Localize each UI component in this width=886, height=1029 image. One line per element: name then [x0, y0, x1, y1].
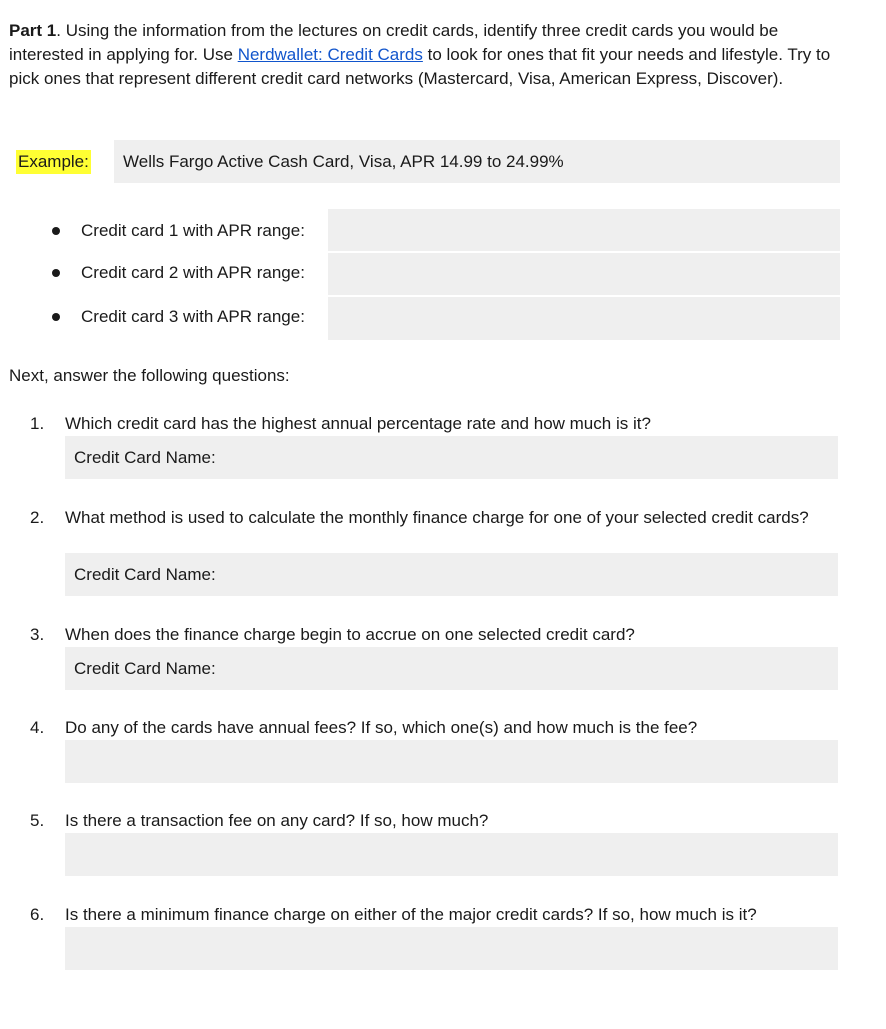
question-1-number: 1. [30, 414, 45, 433]
question-6-answer-field[interactable] [65, 927, 838, 970]
example-field[interactable] [114, 140, 840, 183]
question-3-text: When does the finance charge begin to accrue on one selected credit card? [65, 625, 635, 644]
question-3-answer-field[interactable] [65, 647, 838, 690]
question-3-number: 3. [30, 625, 45, 644]
nerdwallet-link[interactable]: Nerdwallet: Credit Cards [237, 45, 423, 64]
example-value: Wells Fargo Active Cash Card, Visa, APR 14.99 to 24.99% [123, 151, 564, 171]
question-1-answer-field[interactable] [65, 436, 838, 479]
question-2-answer-field[interactable] [65, 553, 838, 596]
question-2-text: What method is used to calculate the monthly finance charge for one of your selected credit cards? [65, 508, 809, 527]
question-2-number: 2. [30, 508, 45, 527]
card-3-apr-field[interactable] [328, 297, 840, 340]
question-5-number: 5. [30, 811, 45, 830]
card-1-label: Credit card 1 with APR range: [81, 221, 305, 240]
question-3-answer: Credit Card Name: [74, 658, 216, 678]
intro-text-after-link: to look for ones that fit your needs and lifestyle. Try to pick ones that represent different credit card networks (Mastercard, Visa, American Express, Discover). [9, 45, 831, 88]
question-5-text: Is there a transaction fee on any card? If so, how much? [65, 811, 489, 830]
question-2-answer: Credit Card Name: [74, 564, 216, 584]
part-label: Part 1 [9, 21, 57, 40]
card-2-label: Credit card 2 with APR range: [81, 263, 305, 282]
bullet-icon [52, 313, 60, 321]
bullet-icon [52, 227, 60, 235]
example-label: Example: [16, 150, 91, 174]
question-6-text: Is there a minimum finance charge on either of the major credit cards? If so, how much is it? [65, 905, 757, 924]
bullet-icon [52, 269, 60, 277]
question-6-number: 6. [30, 905, 45, 924]
intro-paragraph [9, 19, 849, 91]
next-instructions: Next, answer the following questions: [9, 366, 290, 385]
intro-text-before-link: . Using the information from the lectures on credit cards, identify three credit cards you would be interested in applying for. Use [9, 21, 779, 64]
card-1-apr-field[interactable] [328, 209, 840, 251]
card-2-apr-field[interactable] [328, 253, 840, 295]
question-4-answer-field[interactable] [65, 740, 838, 783]
question-4-text: Do any of the cards have annual fees? If so, which one(s) and how much is the fee? [65, 718, 698, 737]
question-1-text: Which credit card has the highest annual percentage rate and how much is it? [65, 414, 651, 433]
question-5-answer-field[interactable] [65, 833, 838, 876]
question-1-answer: Credit Card Name: [74, 447, 216, 467]
card-3-label: Credit card 3 with APR range: [81, 307, 305, 326]
question-4-number: 4. [30, 718, 45, 737]
